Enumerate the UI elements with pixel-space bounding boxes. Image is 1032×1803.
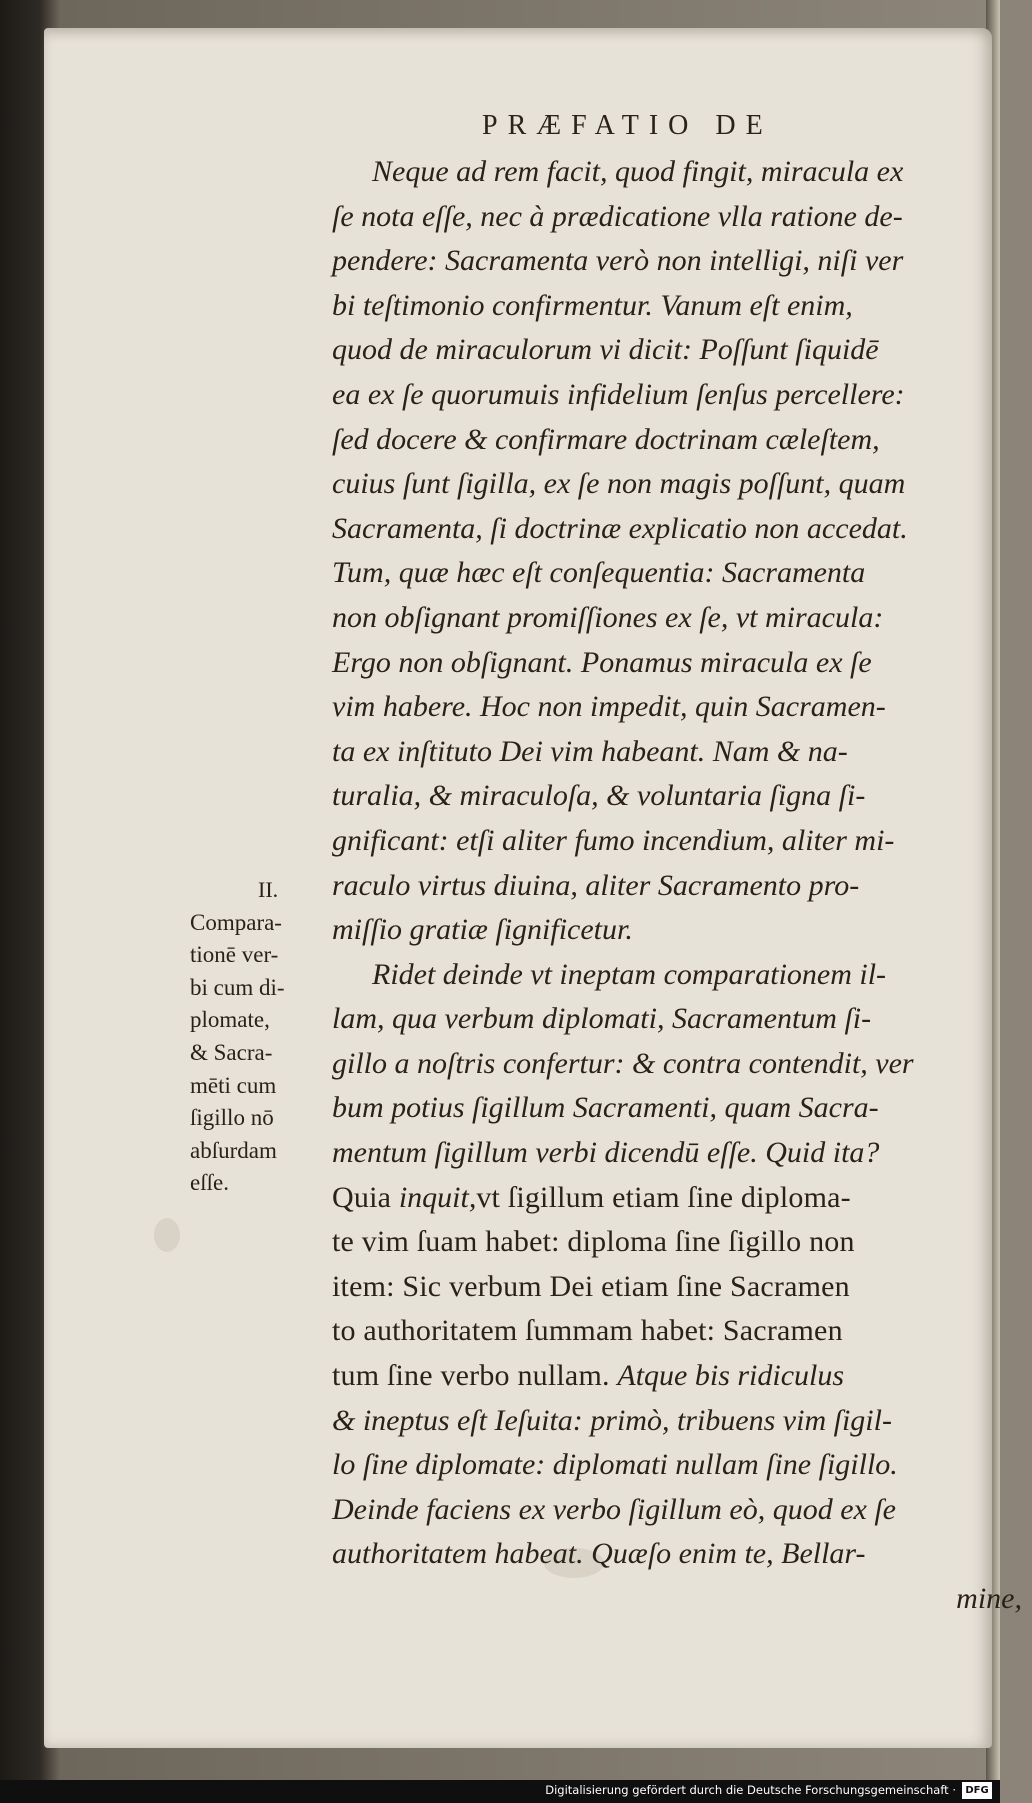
footer-credit: Digitalisierung gefördert durch die Deutsche Forschungsgemeinschaft · bbox=[545, 1783, 956, 1797]
text-segment: lam, qua verbum diplomati, Sacramentum ſi- bbox=[332, 1002, 872, 1036]
text-segment: Ridet deinde vt ineptam comparationem il- bbox=[372, 957, 887, 991]
text-segment: te vim ſuam habet: diploma ſine ſigillo non bbox=[332, 1225, 855, 1259]
text-segment: inquit, bbox=[398, 1180, 477, 1214]
text-segment: pendere: Sacramenta verò non intelligi, niſi ver bbox=[332, 244, 904, 278]
text-line bbox=[332, 774, 1032, 819]
text-segment: vim habere. Hoc non impedit, quin Sacramen- bbox=[332, 690, 886, 724]
text-line bbox=[332, 195, 1032, 240]
margin-note bbox=[190, 874, 320, 1200]
text-line bbox=[332, 1577, 1032, 1622]
text-line bbox=[332, 284, 1032, 329]
text-line bbox=[332, 864, 1032, 909]
text-segment: ta ex inſtituto Dei vim habeant. Nam & na- bbox=[332, 734, 848, 768]
text-segment: tum ſine verbo nullam. bbox=[332, 1359, 618, 1393]
paper-stain bbox=[154, 1218, 180, 1252]
text-segment: & ineptus eſt Ieſuita: primò, tribuens vim ſigil- bbox=[332, 1403, 892, 1437]
text-line bbox=[332, 1086, 1032, 1131]
margin-note-number: II. bbox=[258, 877, 279, 902]
text-line bbox=[332, 819, 1032, 864]
text-segment: bum potius ſigillum Sacramenti, quam Sacra- bbox=[332, 1091, 879, 1125]
text-segment: Tum, quæ hæc eſt conſequentia: Sacramenta bbox=[332, 556, 866, 590]
margin-note-line: mēti cum bbox=[190, 1072, 277, 1098]
text-line bbox=[332, 730, 1032, 775]
margin-note-line: abſurdam bbox=[190, 1137, 277, 1163]
text-line bbox=[332, 150, 1032, 195]
text-segment: gillo a noſtris confertur: & contra contendit, ver bbox=[332, 1046, 914, 1080]
text-segment: to authoritatem ſummam habet: Sacramen bbox=[332, 1314, 843, 1348]
text-line bbox=[332, 373, 1032, 418]
text-segment: Atque bis ridiculus bbox=[617, 1359, 845, 1393]
text-line bbox=[332, 1443, 1032, 1488]
text-segment: item: Sic verbum Dei etiam ſine Sacramen bbox=[332, 1269, 850, 1303]
margin-note-line: eſſe. bbox=[190, 1170, 229, 1196]
margin-note-line: & Sacra- bbox=[190, 1039, 273, 1065]
text-segment: ea ex ſe quorumuis infidelium ſenſus percellere: bbox=[332, 377, 905, 411]
text-segment: bi teſtimonio confirmentur. Vanum eſt enim, bbox=[332, 288, 853, 322]
text-segment: miſſio gratiæ ſignificetur. bbox=[332, 913, 633, 947]
text-segment: mentum ſigillum verbi dicendū eſſe. Quid ita? bbox=[332, 1136, 880, 1170]
text-line bbox=[332, 1176, 1032, 1221]
text-line bbox=[332, 239, 1032, 284]
text-segment: mine, bbox=[956, 1582, 1022, 1615]
digitization-footer bbox=[0, 1780, 1000, 1803]
text-segment: turalia, & miraculoſa, & voluntaria ſigna ſi- bbox=[332, 779, 866, 813]
text-line bbox=[332, 953, 1032, 998]
margin-note-line: Compara- bbox=[190, 909, 282, 935]
text-line bbox=[332, 551, 1032, 596]
text-line bbox=[332, 462, 1032, 507]
text-line bbox=[332, 507, 1032, 552]
text-segment: ſe nota eſſe, nec à prædicatione vlla ratione de- bbox=[332, 199, 903, 233]
text-segment: Quia bbox=[332, 1180, 399, 1214]
text-line bbox=[332, 1532, 1032, 1577]
text-segment: non obſignant promiſſiones ex ſe, vt miracula: bbox=[332, 600, 884, 634]
running-head: PRÆFATIO DE bbox=[482, 110, 773, 141]
text-line bbox=[332, 908, 1032, 953]
text-segment: cuius ſunt ſigilla, ex ſe non magis poſſunt, quam bbox=[332, 467, 906, 501]
text-line bbox=[332, 1488, 1032, 1533]
text-line bbox=[332, 1399, 1032, 1444]
text-line bbox=[332, 997, 1032, 1042]
text-segment: Sacramenta, ſi doctrinæ explicatio non accedat. bbox=[332, 511, 908, 545]
text-line bbox=[332, 1042, 1032, 1087]
text-line bbox=[332, 685, 1032, 730]
text-line bbox=[332, 1131, 1032, 1176]
text-line bbox=[332, 328, 1032, 373]
text-line bbox=[332, 1265, 1032, 1310]
margin-note-line: tionē ver- bbox=[190, 942, 279, 968]
text-line bbox=[332, 1354, 1032, 1399]
text-segment: gnificant: etſi aliter fumo incendium, aliter mi- bbox=[332, 823, 895, 857]
book-page bbox=[44, 28, 1022, 1748]
text-line bbox=[332, 1220, 1032, 1265]
text-segment: Deinde faciens ex verbo ſigillum eò, quod ex ſe bbox=[332, 1492, 896, 1526]
text-segment: Neque ad rem facit, quod fingit, miracula ex bbox=[372, 155, 904, 188]
main-text-block bbox=[332, 150, 1032, 1622]
text-segment: quod de miraculorum vi dicit: Poſſunt ſiquidē bbox=[332, 333, 879, 367]
text-segment: raculo virtus diuina, aliter Sacramento pro- bbox=[332, 868, 860, 902]
text-line bbox=[332, 418, 1032, 463]
text-line bbox=[332, 596, 1032, 641]
dfg-logo: DFG bbox=[962, 1782, 992, 1799]
text-segment: authoritatem habeat. Quæſo enim te, Bellar- bbox=[332, 1537, 866, 1571]
margin-note-line: bi cum di- bbox=[190, 974, 285, 1000]
margin-note-line: ſigillo nō bbox=[190, 1105, 274, 1131]
text-segment: ſed docere & confirmare doctrinam cæleſtem, bbox=[332, 422, 880, 456]
text-line bbox=[332, 1309, 1032, 1354]
text-segment: vt ſigillum etiam ſine diploma- bbox=[476, 1180, 851, 1214]
text-segment: Ergo non obſignant. Ponamus miracula ex ſe bbox=[332, 645, 872, 679]
text-line bbox=[332, 641, 1032, 686]
margin-note-line: plomate, bbox=[190, 1007, 270, 1033]
text-segment: lo ſine diplomate: diplomati nullam ſine ſigillo. bbox=[332, 1448, 898, 1482]
